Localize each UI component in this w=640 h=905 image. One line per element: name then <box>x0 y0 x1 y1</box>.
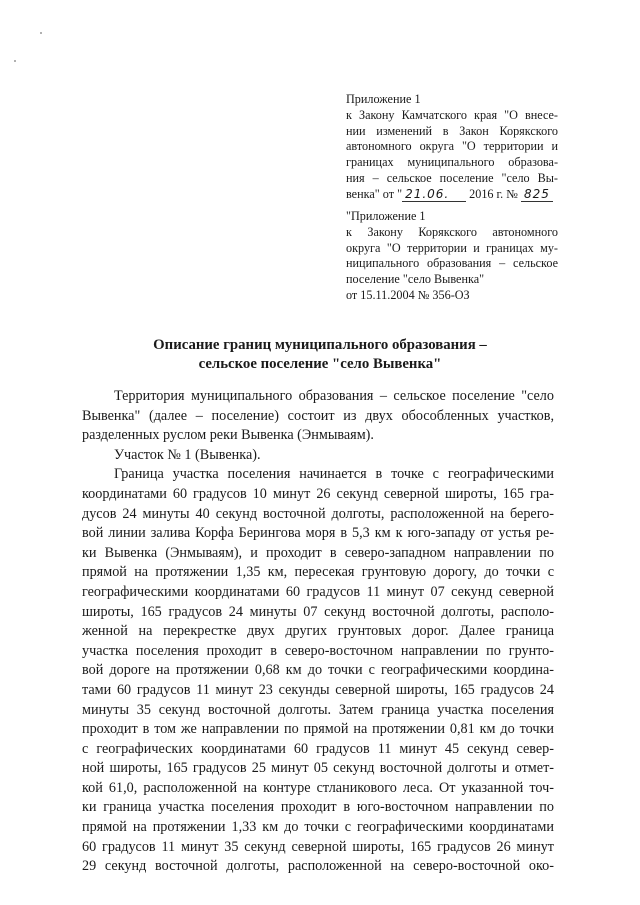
annex-2-line: ниципального образования – сельское <box>346 256 558 271</box>
body-line: ной широты, 165 градусов 25 минут 05 секунд восточной долготы и отмет- <box>82 760 554 777</box>
body-line: 60 градусов 11 минут 35 секунд северной широты, 165 градусов 26 минут <box>82 838 554 855</box>
body-line: участка поселения проходит в северо-восточном направлении по грунто- <box>82 642 554 659</box>
annex-1-line: Приложение 1 <box>346 92 421 106</box>
body-line: прямой на протяжении 1,33 км до точки с географическими координатами <box>82 819 554 836</box>
document-title <box>100 336 540 374</box>
handwritten-date: 21.06. <box>402 188 466 202</box>
title-line-2: сельское поселение "село Вывенка" <box>198 356 442 372</box>
body-line: разделенных руслом реки Вывенка (Энмываям). <box>82 427 374 444</box>
annex-2-line: округа "О территории и границах му- <box>346 240 558 255</box>
body-line: Территория муниципального образования – сельское поселение "село <box>114 388 554 404</box>
scan-speck <box>40 32 42 34</box>
body-line: координатами 60 градусов 10 минут 26 секунд северной широты, 165 гра- <box>82 485 554 502</box>
body-line: Участок № 1 (Вывенка). <box>114 446 261 463</box>
title-line-1: Описание границ муниципального образования – <box>153 337 487 353</box>
body-line: кой 61,0, расположенной на контуре стланикового леса. От указанной точ- <box>82 779 554 796</box>
annex-1-line: автономного округа "О территории и <box>346 139 558 154</box>
annex-1-line: границах муниципального образова- <box>346 155 558 170</box>
body-line: вой дороге на протяжении 0,68 км до точки с географическими координа- <box>82 662 554 679</box>
annex-1-line: ния – сельское поселение "село Вы- <box>346 170 558 185</box>
annex-2-line: "Приложение 1 <box>346 209 426 223</box>
annex-1-date-prefix: венка" от " <box>346 186 403 201</box>
annex-2-line: от 15.11.2004 № 356-ОЗ <box>346 287 470 302</box>
body-line: прямой на протяжении 1,35 км, пересекая грунтовую дорогу, до точки с <box>82 564 554 581</box>
annex-2-header <box>346 209 558 304</box>
body-line: минуты 35 секунд восточной долготы. Затем граница участка поселения <box>82 701 554 718</box>
annex-2-line: поселение "село Вывенка" <box>346 272 485 287</box>
annex-1-date-line <box>346 187 558 203</box>
body-line: с географических координатами 60 градусов 11 минут 45 секунд север- <box>82 740 554 757</box>
body-line: женной на перекрестке двух других грунтовых дорог. Далее граница <box>82 623 554 640</box>
body-line: географическими координатами 60 градусов 11 минут 07 секунд северной <box>82 583 554 600</box>
body-line: широты, 165 градусов 24 минуты 07 секунд восточной долготы, располо- <box>82 603 554 620</box>
body-line: ки граница участка поселения проходит в юго-восточном направлении по <box>82 799 554 816</box>
body-line: Вывенка" (далее – поселение) состоит из двух обособленных участков, <box>82 407 554 424</box>
annex-1-header <box>346 92 558 203</box>
body-line: дусов 24 минуты 40 секунд восточной долготы, расположенной на берего- <box>82 505 554 522</box>
annex-1-year: 2016 г. № <box>469 186 518 201</box>
body-line: проходит в том же направлении по прямой на протяжении 0,81 км до точки <box>82 721 554 738</box>
annex-2-line: к Закону Корякского автономного <box>346 224 558 239</box>
body-line: вой линии залива Корфа Берингова моря в 5,3 км к юго-западу от устья ре- <box>82 525 554 542</box>
handwritten-law-number: 825 <box>521 188 553 202</box>
body-text <box>82 387 554 877</box>
body-line: тами 60 градусов 11 минут 23 секунды северной широты, 165 градусов 24 <box>82 681 554 698</box>
annex-1-line: нии изменений в Закон Корякского <box>346 123 558 138</box>
body-line: ки Вывенка (Энмываям), и проходит в северо-западном направлении по <box>82 544 554 561</box>
body-line: Граница участка поселения начинается в точке с географическими <box>114 466 554 483</box>
annex-1-line: к Закону Камчатского края "О внесе- <box>346 107 558 122</box>
scan-speck <box>14 60 16 62</box>
body-line: 29 секунд восточной долготы, расположенной на северо-восточной око- <box>82 858 554 875</box>
